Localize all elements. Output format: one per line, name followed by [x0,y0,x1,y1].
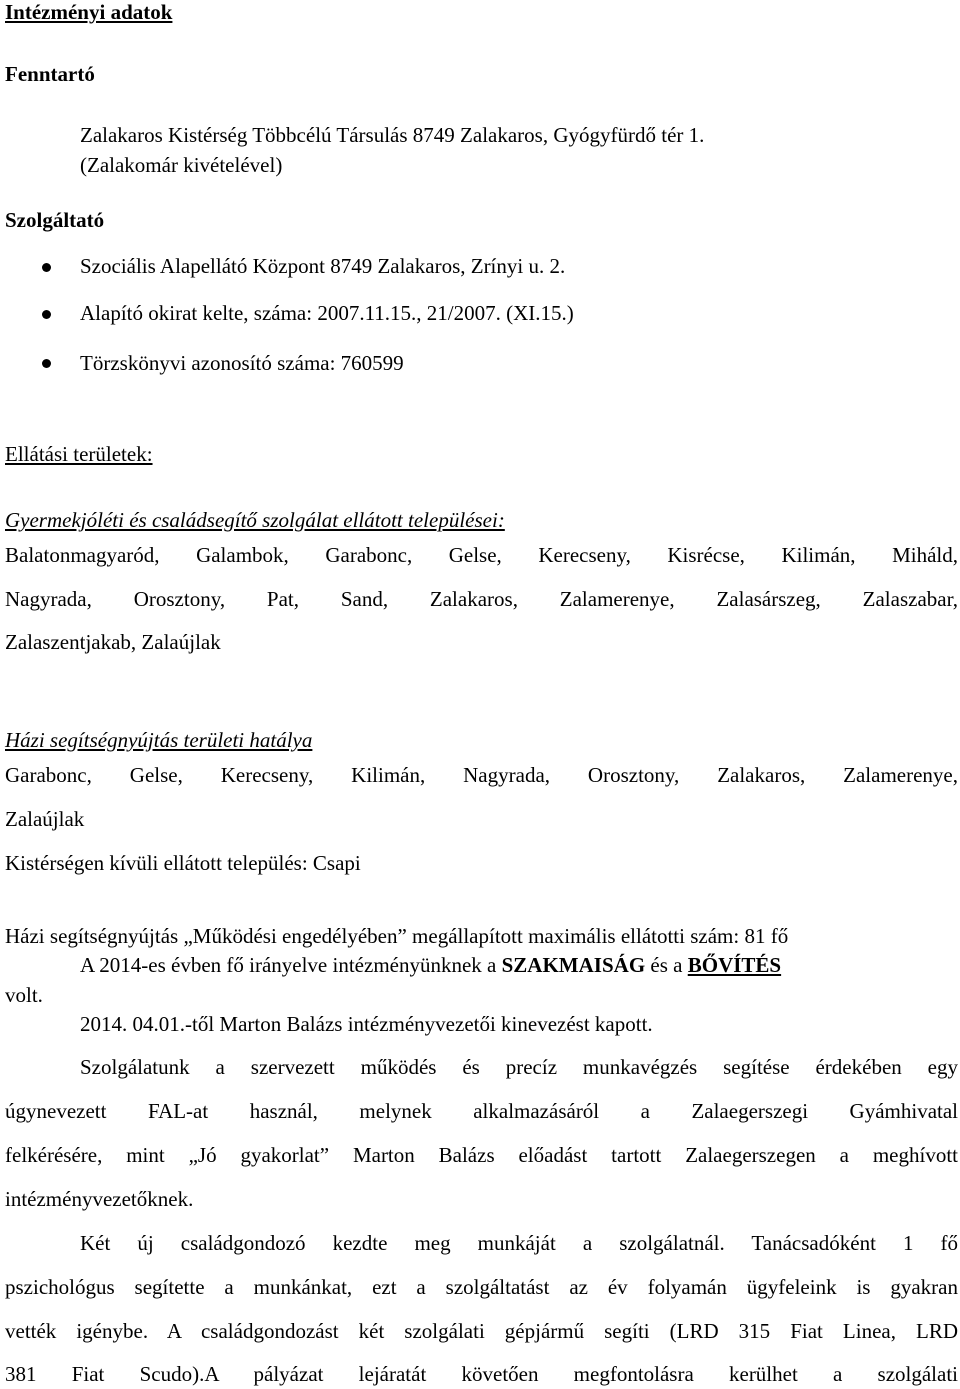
para2-line: Két új családgondozó kezdte meg munkáját a szolgálatnál. Tanácsadóként 1 fő [80,1231,958,1255]
bullet-icon [42,310,51,319]
ellatasi-heading: Ellátási területek: [5,442,153,466]
gyermek-line: Nagyrada, Orosztony, Pat, Sand, Zalakaros, Zalamerenye, Zalasárszeg, Zalaszabar, [5,587,958,611]
fenntarto-label: Fenntartó [5,62,95,86]
volt-line: volt. [5,983,43,1007]
bullet-icon [42,359,51,368]
kisterseg-line: Kistérségen kívüli ellátott település: Csapi [5,851,361,875]
para1-line: Szolgálatunk a szervezett működés és precíz munkavégzés segítése érdekében egy [80,1055,958,1079]
directive-bovites: BŐVÍTÉS [687,953,782,977]
appointment-line: 2014. 04.01.-től Marton Balázs intézményvezetői kinevezést kapott. [80,1012,653,1036]
gyermek-line: Balatonmagyaród, Galambok, Garabonc, Gelse, Kerecseny, Kisrécse, Kilimán, Miháld, [5,543,958,567]
directive-szakmaisag: SZAKMAISÁG [501,953,646,977]
directive-line [80,955,781,976]
page-heading: Intézményi adatok [5,0,173,24]
directive-mid: és a [645,953,688,977]
szolgaltato-item: Szociális Alapellátó Központ 8749 Zalakaros, Zrínyi u. 2. [80,254,566,278]
para2-line: pszichológus segítette a munkánkat, ezt a szolgáltatást az év folyamán ügyfeleink is gyakran [5,1275,958,1299]
para1-line: intézményvezetőknek. [5,1187,194,1211]
para2-line: vették igénybe. A családgondozást két szolgálati gépjármű segíti (LRD 315 Fiat Linea, LRD [5,1319,958,1343]
gyermek-line: Zalaszentjakab, Zalaújlak [5,630,221,654]
para2-line: 381 Fiat Scudo).A pályázat lejáratát követően megfontolásra kerülhet a szolgálati [5,1362,958,1386]
fenntarto-line1: Zalakaros Kistérség Többcélú Társulás 8749 Zalakaros, Gyógyfürdő tér 1. [80,123,705,147]
max-capacity-line: Házi segítségnyújtás „Működési engedélyében” megállapított maximális ellátotti szám: 81 fő [5,924,789,948]
para1-line: úgynevezett FAL-at használ, melynek alkalmazásáról a Zalaegerszegi Gyámhivatal [5,1099,958,1123]
directive-pre: A 2014-es évben fő irányelve intézményünknek a [80,953,502,977]
para1-line: felkérésére, mint „Jó gyakorlat” Marton Balázs előadást tartott Zalaegerszegen a meghívott [5,1143,958,1167]
fenntarto-line2: (Zalakomár kivételével) [80,153,283,177]
szolgaltato-item: Törzskönyvi azonosító száma: 760599 [80,351,404,375]
szolgaltato-label: Szolgáltató [5,208,105,232]
bullet-icon [42,263,51,272]
hazi-title: Házi segítségnyújtás területi hatálya [5,728,313,752]
szolgaltato-item: Alapító okirat kelte, száma: 2007.11.15., 21/2007. (XI.15.) [80,301,574,325]
hazi-line: Garabonc, Gelse, Kerecseny, Kilimán, Nagyrada, Orosztony, Zalakaros, Zalamerenye, [5,763,958,787]
hazi-line: Zalaújlak [5,807,85,831]
gyermek-title: Gyermekjóléti és családsegítő szolgálat ellátott települései: [5,508,505,532]
